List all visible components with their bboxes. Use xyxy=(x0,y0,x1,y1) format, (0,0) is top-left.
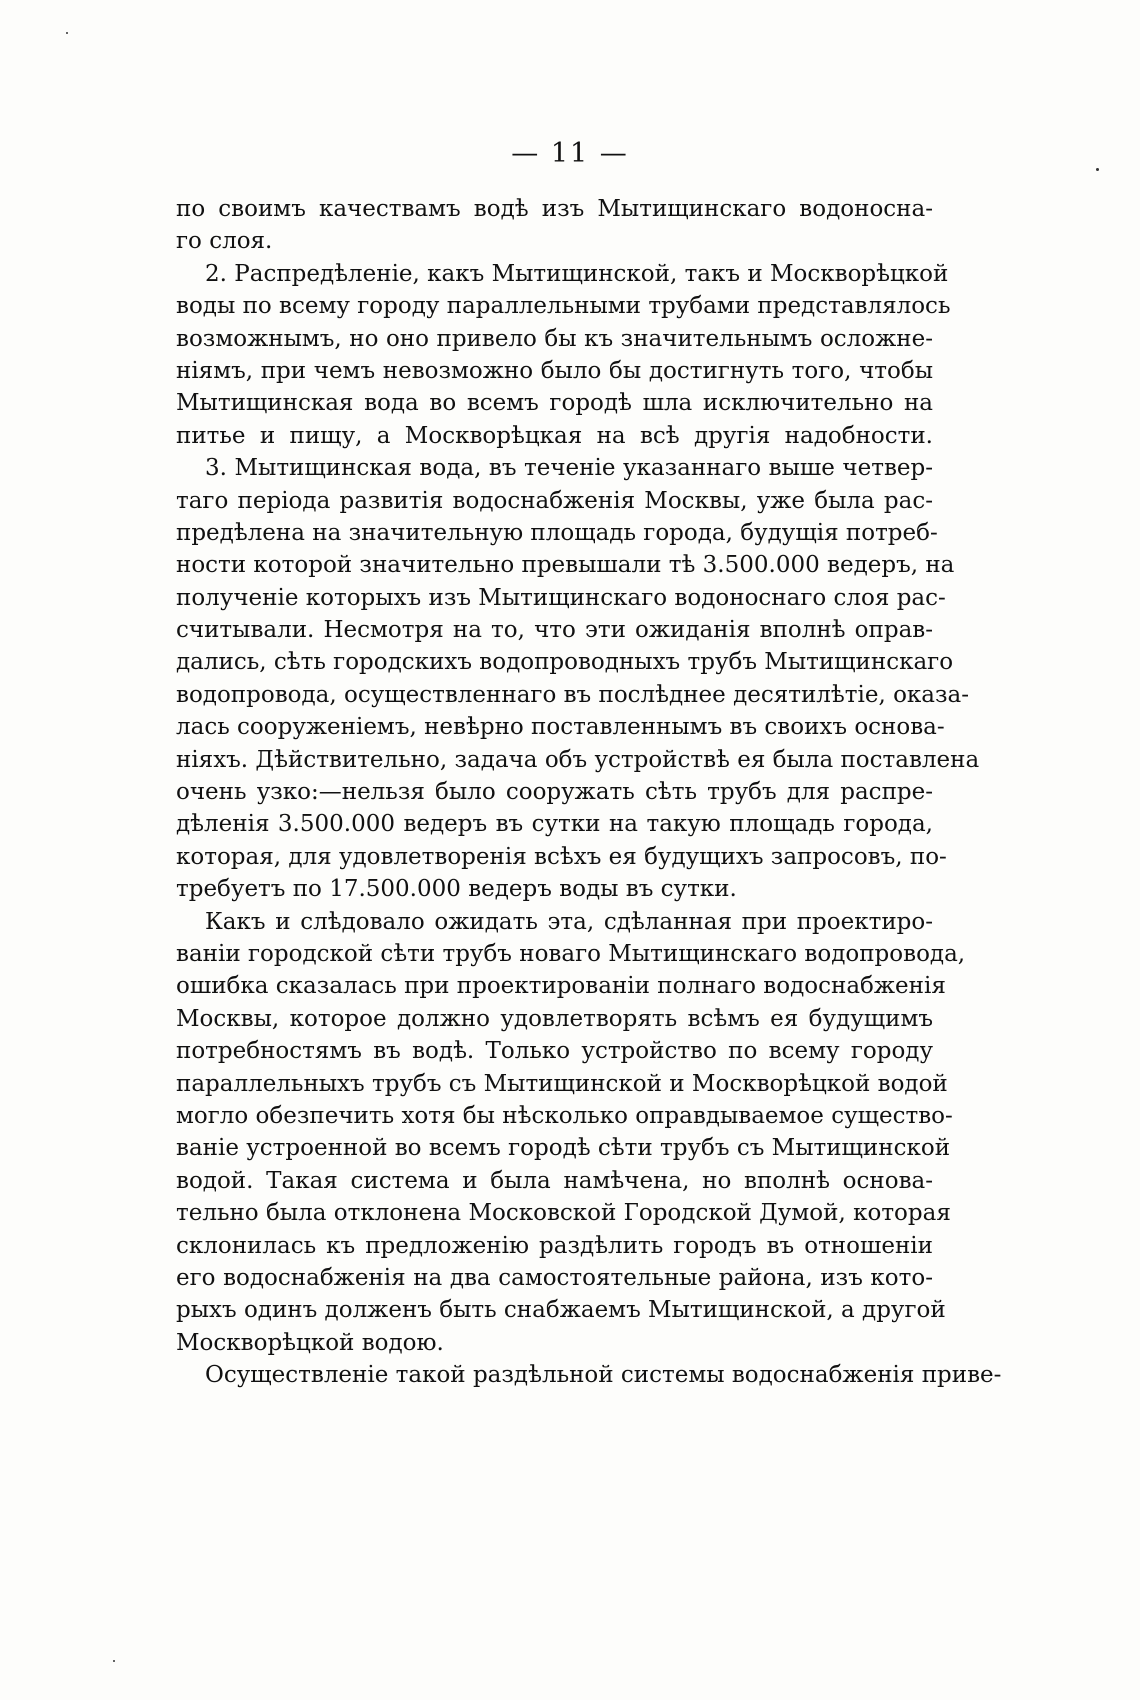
text-line: предѣлена на значительную площадь города, будущія потреб- xyxy=(176,519,938,546)
text-line: Какъ и слѣдовало ожидать эта, сдѣланная при проектиро- xyxy=(205,908,933,935)
text-line: его водоснабженія на два самостоятельные района, изъ кото- xyxy=(176,1264,933,1291)
text-line: параллельныхъ трубъ съ Мытищинской и Москворѣцкой водой xyxy=(176,1070,948,1097)
text-line: рыхъ одинъ долженъ быть снабжаемъ Мытищинской, а другой xyxy=(176,1297,946,1324)
scan-speck xyxy=(113,1660,115,1662)
text-line: могло обезпечить хотя бы нѣсколько оправдываемое существо- xyxy=(176,1102,953,1129)
text-line: ваніи городской сѣти трубъ новаго Мытищинскаго водопровода, xyxy=(176,940,966,967)
text-line: считывали. Несмотря на то, что эти ожиданія вполнѣ оправ- xyxy=(176,617,933,644)
text-line: полученіе которыхъ изъ Мытищинскаго водоноснаго слоя рас- xyxy=(176,584,946,611)
text-line: дѣленія 3.500.000 ведеръ въ сутки на такую площадь города, xyxy=(176,811,933,838)
text-line: по своимъ качествамъ водѣ изъ Мытищинскаго водоносна- xyxy=(176,196,933,222)
text-line: го слоя. xyxy=(176,228,273,255)
text-line: Москворѣцкой водою. xyxy=(176,1329,444,1356)
text-line: воды по всему городу параллельными трубами представлялось xyxy=(176,293,951,320)
scan-speck xyxy=(66,32,68,34)
text-line: 2. Распредѣленіе, какъ Мытищинской, такъ и Москворѣцкой xyxy=(205,260,949,287)
text-line: дались, сѣть городскихъ водопроводныхъ трубъ Мытищинскаго xyxy=(176,649,954,676)
text-line: требуетъ по 17.500.000 ведеръ воды въ сутки. xyxy=(176,876,737,903)
text-line: ваніе устроенной во всемъ городѣ сѣти трубъ съ Мытищинской xyxy=(176,1135,951,1162)
text-line: которая, для удовлетворенія всѣхъ ея будущихъ запросовъ, по- xyxy=(176,843,947,870)
body-text xyxy=(176,193,1002,1391)
text-line: Мытищинская вода во всемъ городѣ шла исключительно на xyxy=(176,390,933,417)
page-number: — 11 — xyxy=(511,138,629,169)
text-line: ніямъ, при чемъ невозможно было бы достигнуть того, чтобы xyxy=(176,357,933,384)
text-line: питье и пищу, а Москворѣцкая на всѣ другія надобности. xyxy=(176,422,933,449)
scan-speck xyxy=(1096,168,1099,171)
text-line: возможнымъ, но оно привело бы къ значительнымъ осложне- xyxy=(176,325,933,352)
text-line: лась сооруженіемъ, невѣрно поставленнымъ въ своихъ основа- xyxy=(176,714,945,741)
text-line: тельно была отклонена Московской Городской Думой, которая xyxy=(176,1200,951,1227)
text-line: 3. Мытищинская вода, въ теченіе указаннаго выше четвер- xyxy=(205,455,933,482)
text-line: потребностямъ въ водѣ. Только устройство по всему городу xyxy=(176,1038,933,1065)
text-line: ности которой значительно превышали тѣ 3.500.000 ведеръ, на xyxy=(176,552,955,579)
text-line: склонилась къ предложенію раздѣлить городъ въ отношеніи xyxy=(176,1232,933,1259)
text-line: ніяхъ. Дѣйствительно, задача объ устройствѣ ея была поставлена xyxy=(176,746,980,773)
text-line: Москвы, которое должно удовлетворять всѣмъ ея будущимъ xyxy=(176,1005,933,1032)
text-line: ошибка сказалась при проектированіи полнаго водоснабженія xyxy=(176,973,946,1000)
text-line: таго періода развитія водоснабженія Москвы, уже была рас- xyxy=(176,487,933,514)
text-line: водопровода, осуществленнаго въ послѣднее десятилѣтіе, оказа- xyxy=(176,681,970,708)
text-line: Осуществленіе такой раздѣльной системы водоснабженія приве- xyxy=(205,1362,1002,1389)
text-line: очень узко:—нельзя было сооружать сѣть трубъ для распре- xyxy=(176,779,933,806)
text-line: водой. Такая система и была намѣчена, но вполнѣ основа- xyxy=(176,1167,933,1194)
